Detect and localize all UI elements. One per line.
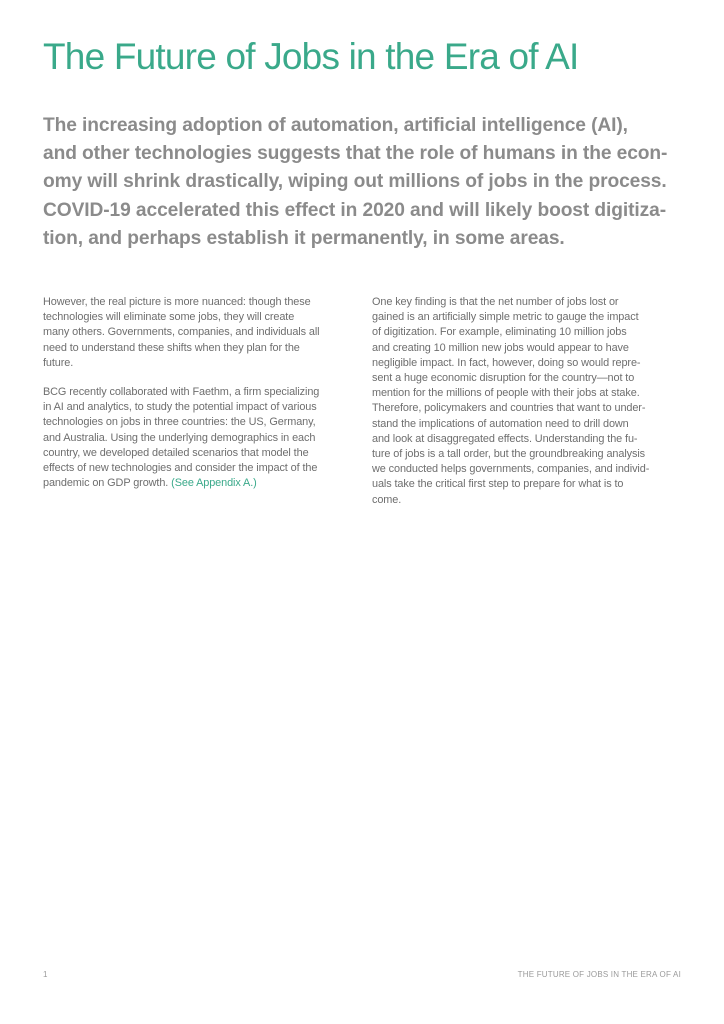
intro-line: and other technologies suggests that the role of humans in the econ- bbox=[43, 143, 668, 165]
intro-line: omy will shrink drastically, wiping out millions of jobs in the process. bbox=[43, 171, 667, 193]
right-paragraph-1 bbox=[372, 295, 682, 508]
text-line: need to understand these shifts when they plan for the bbox=[43, 341, 300, 354]
left-paragraph-1 bbox=[43, 295, 353, 371]
text-line: technologies will eliminate some jobs, they will create bbox=[43, 311, 295, 324]
intro-paragraph bbox=[43, 112, 683, 253]
text-line: negligible impact. In fact, however, doing so would repre- bbox=[372, 356, 641, 369]
text-line: many others. Governments, companies, and individuals all bbox=[43, 326, 320, 339]
text-line: we conducted helps governments, companies, and individ- bbox=[372, 463, 650, 476]
left-column bbox=[43, 295, 353, 505]
page-number: 1 bbox=[43, 970, 48, 979]
text-line-start: pandemic on GDP growth. bbox=[43, 477, 169, 490]
running-title: THE FUTURE OF JOBS IN THE ERA OF AI bbox=[517, 970, 681, 979]
intro-line: COVID-19 accelerated this effect in 2020 and will likely boost digitiza- bbox=[43, 199, 666, 221]
left-paragraph-2 bbox=[43, 385, 353, 491]
intro-line: The increasing adoption of automation, artificial intelligence (AI), bbox=[43, 115, 628, 136]
text-line: Therefore, policymakers and countries that want to under- bbox=[372, 402, 646, 415]
text-line: BCG recently collaborated with Faethm, a firm specializing bbox=[43, 386, 320, 399]
text-line: technologies on jobs in three countries: the US, Germany, bbox=[43, 416, 316, 429]
text-line: in AI and analytics, to study the potential impact of various bbox=[43, 401, 317, 414]
text-line-last bbox=[43, 476, 353, 491]
appendix-a-link[interactable]: (See Appendix A.) bbox=[171, 477, 257, 490]
text-line: and look at disaggregated effects. Understanding the fu- bbox=[372, 432, 638, 445]
text-line: One key finding is that the net number of jobs lost or bbox=[372, 296, 619, 308]
text-line: stand the implications of automation need to drill down bbox=[372, 417, 629, 430]
text-line: mention for the millions of people with their jobs at stake. bbox=[372, 387, 640, 400]
text-line: country, we developed detailed scenarios that model the bbox=[43, 446, 309, 459]
text-line: come. bbox=[372, 493, 402, 506]
text-line: gained is an artificially simple metric to gauge the impact bbox=[372, 311, 639, 324]
text-line: of digitization. For example, eliminating 10 million jobs bbox=[372, 326, 627, 339]
text-line: and creating 10 million new jobs would appear to have bbox=[372, 341, 629, 354]
text-line: effects of new technologies and consider the impact of the bbox=[43, 462, 318, 475]
page-title: The Future of Jobs in the Era of AI bbox=[43, 36, 579, 77]
right-column bbox=[372, 295, 682, 522]
text-line: However, the real picture is more nuanced: though these bbox=[43, 296, 311, 308]
text-line: uals take the critical first step to prepare for what is to bbox=[372, 478, 624, 491]
text-line: sent a huge economic disruption for the country—not to bbox=[372, 372, 635, 385]
text-line: ture of jobs is a tall order, but the groundbreaking analysis bbox=[372, 448, 645, 461]
text-line: and Australia. Using the underlying demographics in each bbox=[43, 431, 316, 444]
text-line: future. bbox=[43, 356, 74, 369]
intro-line: tion, and perhaps establish it permanently, in some areas. bbox=[43, 227, 565, 249]
